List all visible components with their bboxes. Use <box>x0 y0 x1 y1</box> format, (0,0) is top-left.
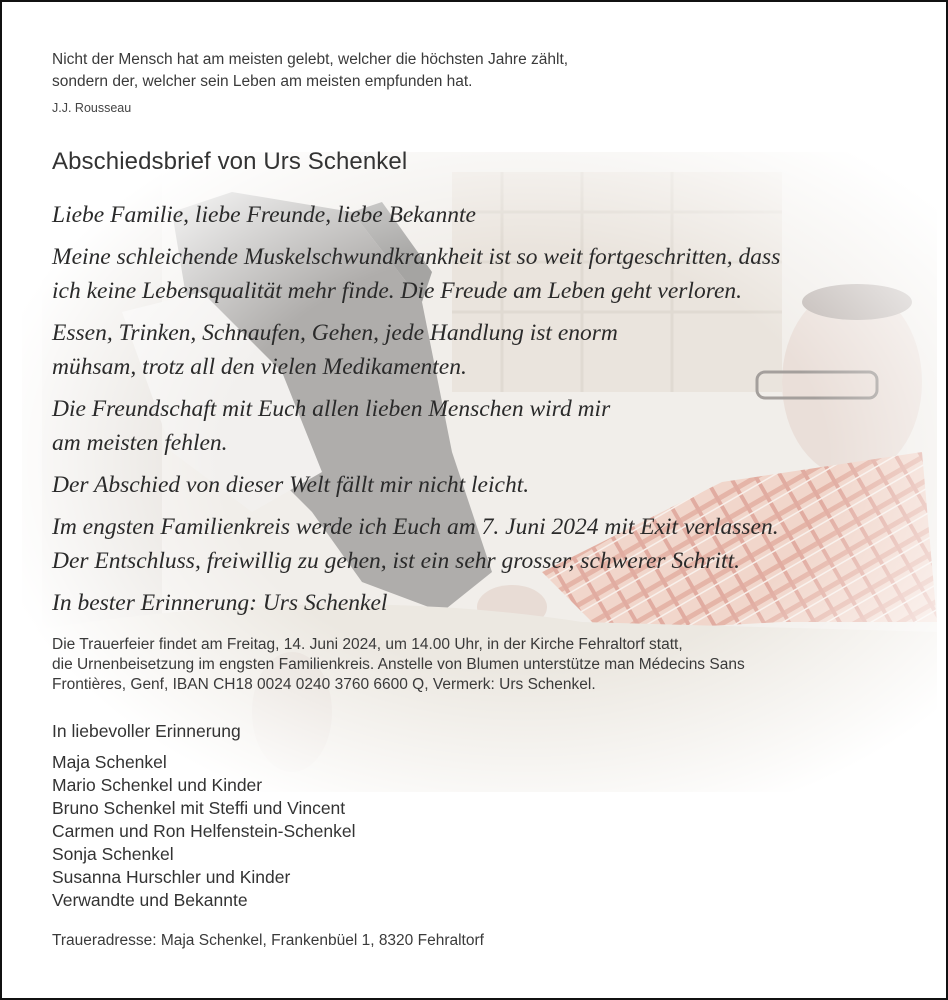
letter-line: Der Entschluss, freiwillig zu gehen, ist ein sehr grosser, schwerer Schritt. <box>52 548 740 574</box>
letter-paragraph <box>52 316 780 384</box>
letter-line: Liebe Familie, liebe Freunde, liebe Bekannte <box>52 202 476 228</box>
letter-line: am meisten fehlen. <box>52 430 228 456</box>
funeral-details <box>52 635 745 695</box>
letter-signature <box>52 586 780 620</box>
farewell-letter <box>52 198 780 628</box>
funeral-line: Die Trauerfeier findet am Freitag, 14. Juni 2024, um 14.00 Uhr, in der Kirche Fehraltorf statt, <box>52 636 683 653</box>
letter-line: Essen, Trinken, Schnaufen, Gehen, jede Handlung ist enorm <box>52 320 618 346</box>
letter-line: Die Freundschaft mit Euch allen lieben Menschen wird mir <box>52 396 611 422</box>
mourners-heading: In liebevoller Erinnerung <box>52 721 241 741</box>
letter-line: In bester Erinnerung: Urs Schenkel <box>52 590 388 616</box>
letter-paragraph <box>52 240 780 308</box>
mourner-name: Verwandte und Bekannte <box>52 890 248 910</box>
quote-author: J.J. Rousseau <box>52 101 132 115</box>
mourner-name: Sonja Schenkel <box>52 844 174 864</box>
letter-line: mühsam, trotz all den vielen Medikamenten. <box>52 354 467 380</box>
letter-line: Meine schleichende Muskelschwundkrankheit ist so weit fortgeschritten, dass <box>52 244 781 270</box>
rousseau-quote <box>52 49 568 93</box>
mourner-name: Susanna Hurschler und Kinder <box>52 867 291 887</box>
letter-line: Im engsten Familienkreis werde ich Euch am 7. Juni 2024 mit Exit verlassen. <box>52 514 779 540</box>
letter-line: ich keine Lebensqualität mehr finde. Die Freude am Leben geht verloren. <box>52 278 743 304</box>
quote-line: sondern der, welcher sein Leben am meisten empfunden hat. <box>52 73 473 90</box>
funeral-line: die Urnenbeisetzung im engsten Familienkreis. Anstelle von Blumen unterstütze man Médecins Sans <box>52 656 745 673</box>
mourner-name: Bruno Schenkel mit Steffi und Vincent <box>52 798 346 818</box>
letter-paragraph <box>52 392 780 460</box>
mourner-name: Maja Schenkel <box>52 752 167 772</box>
mourning-address: Traueradresse: Maja Schenkel, Frankenbüel 1, 8320 Fehraltorf <box>52 932 484 949</box>
letter-line: Der Abschied von dieser Welt fällt mir nicht leicht. <box>52 472 530 498</box>
funeral-line: Frontières, Genf, IBAN CH18 0024 0240 3760 6600 Q, Vermerk: Urs Schenkel. <box>52 676 596 693</box>
letter-paragraph <box>52 198 780 232</box>
letter-paragraph <box>52 468 780 502</box>
mourners-list <box>52 751 356 912</box>
page-title: Abschiedsbrief von Urs Schenkel <box>52 148 408 175</box>
mourner-name: Mario Schenkel und Kinder <box>52 775 263 795</box>
quote-line: Nicht der Mensch hat am meisten gelebt, welcher die höchsten Jahre zählt, <box>52 51 569 68</box>
letter-paragraph <box>52 510 780 578</box>
mourner-name: Carmen und Ron Helfenstein-Schenkel <box>52 821 356 841</box>
